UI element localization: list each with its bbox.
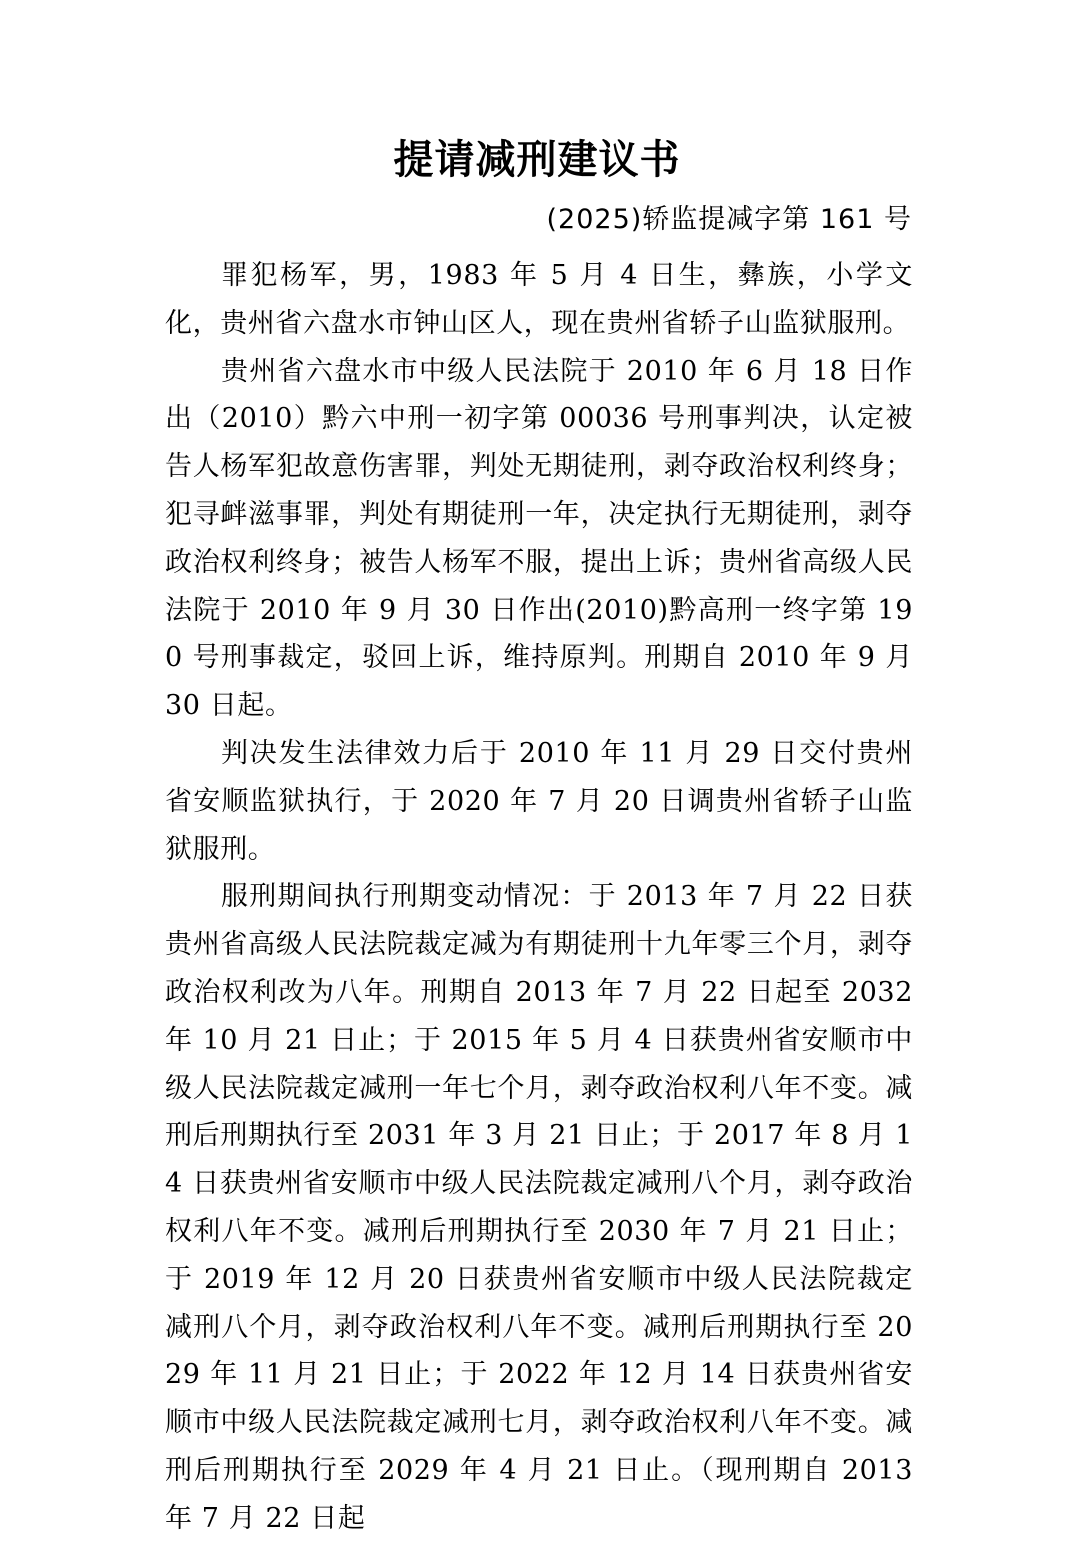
document-number: (2025)轿监提减字第 161 号 (546, 204, 912, 235)
paragraph-criminal-info: 罪犯杨军，男，1983 年 5 月 4 日生，彝族，小学文化，贵州省六盘水市钟山区人，现在贵州省轿子山监狱服刑。 (165, 260, 913, 339)
document-title: 提请减刑建议书 (393, 136, 681, 183)
paragraph-execution-transfer: 判决发生法律效力后于 2010 年 11 月 29 日交付贵州省安顺监狱执行，于 2020 年 7 月 20 日调贵州省轿子山监狱服刑。 (165, 737, 913, 865)
paragraph-sentence-changes: 服刑期间执行刑期变动情况：于 2013 年 7 月 22 日获贵州省高级人民法院裁定减为有期徒刑十九年零三个月，剥夺政治权利改为八年。刑期自 2013 年 7 月 22 日起至 2032 年 10 月 21 日止；于 2015 年 5 月 4 日获贵州省安顺市中级人民法院裁定减刑一年七个月，剥夺政治权利八年不变。减刑后刑期执行至 2031 年 3 月 21 日止；于 2017 年 8 月 14 日获贵州省安顺市中级人民法院裁定减刑八个月，剥夺政治权利八年不变。减刑后刑期执行至 2030 年 7 月 21 日止；于 2019 年 12 月 20 日获贵州省安顺市中级人民法院裁定减刑八个月，剥夺政治权利八年不变。减刑后刑期执行至 2029 年 11 月 21 日止；于 2022 年 12 月 14 日获贵州省安顺市中级人民法院裁定减刑七月，剥夺政治权利八年不变。减刑后刑期执行至 2029 年 4 月 21 日止。（现刑期自 2013 年 7 月 22 日起 (165, 881, 913, 1534)
paragraph-original-judgment: 贵州省六盘水市中级人民法院于 2010 年 6 月 18 日作出（2010）黔六中刑一初字第 00036 号刑事判决，认定被告人杨军犯故意伤害罪，判处无期徒刑，剥夺政治权利终身；犯寻衅滋事罪，判处有期徒刑一年，决定执行无期徒刑，剥夺政治权利终身；被告人杨军不服，提出上诉；贵州省高级人民法院于 2010 年 9 月 30 日作出(2010)黔高刑一终字第 190 号刑事裁定，驳回上诉，维持原判。刑期自 2010 年 9 月 30 日起。 (165, 355, 913, 722)
document-body (165, 252, 913, 1534)
